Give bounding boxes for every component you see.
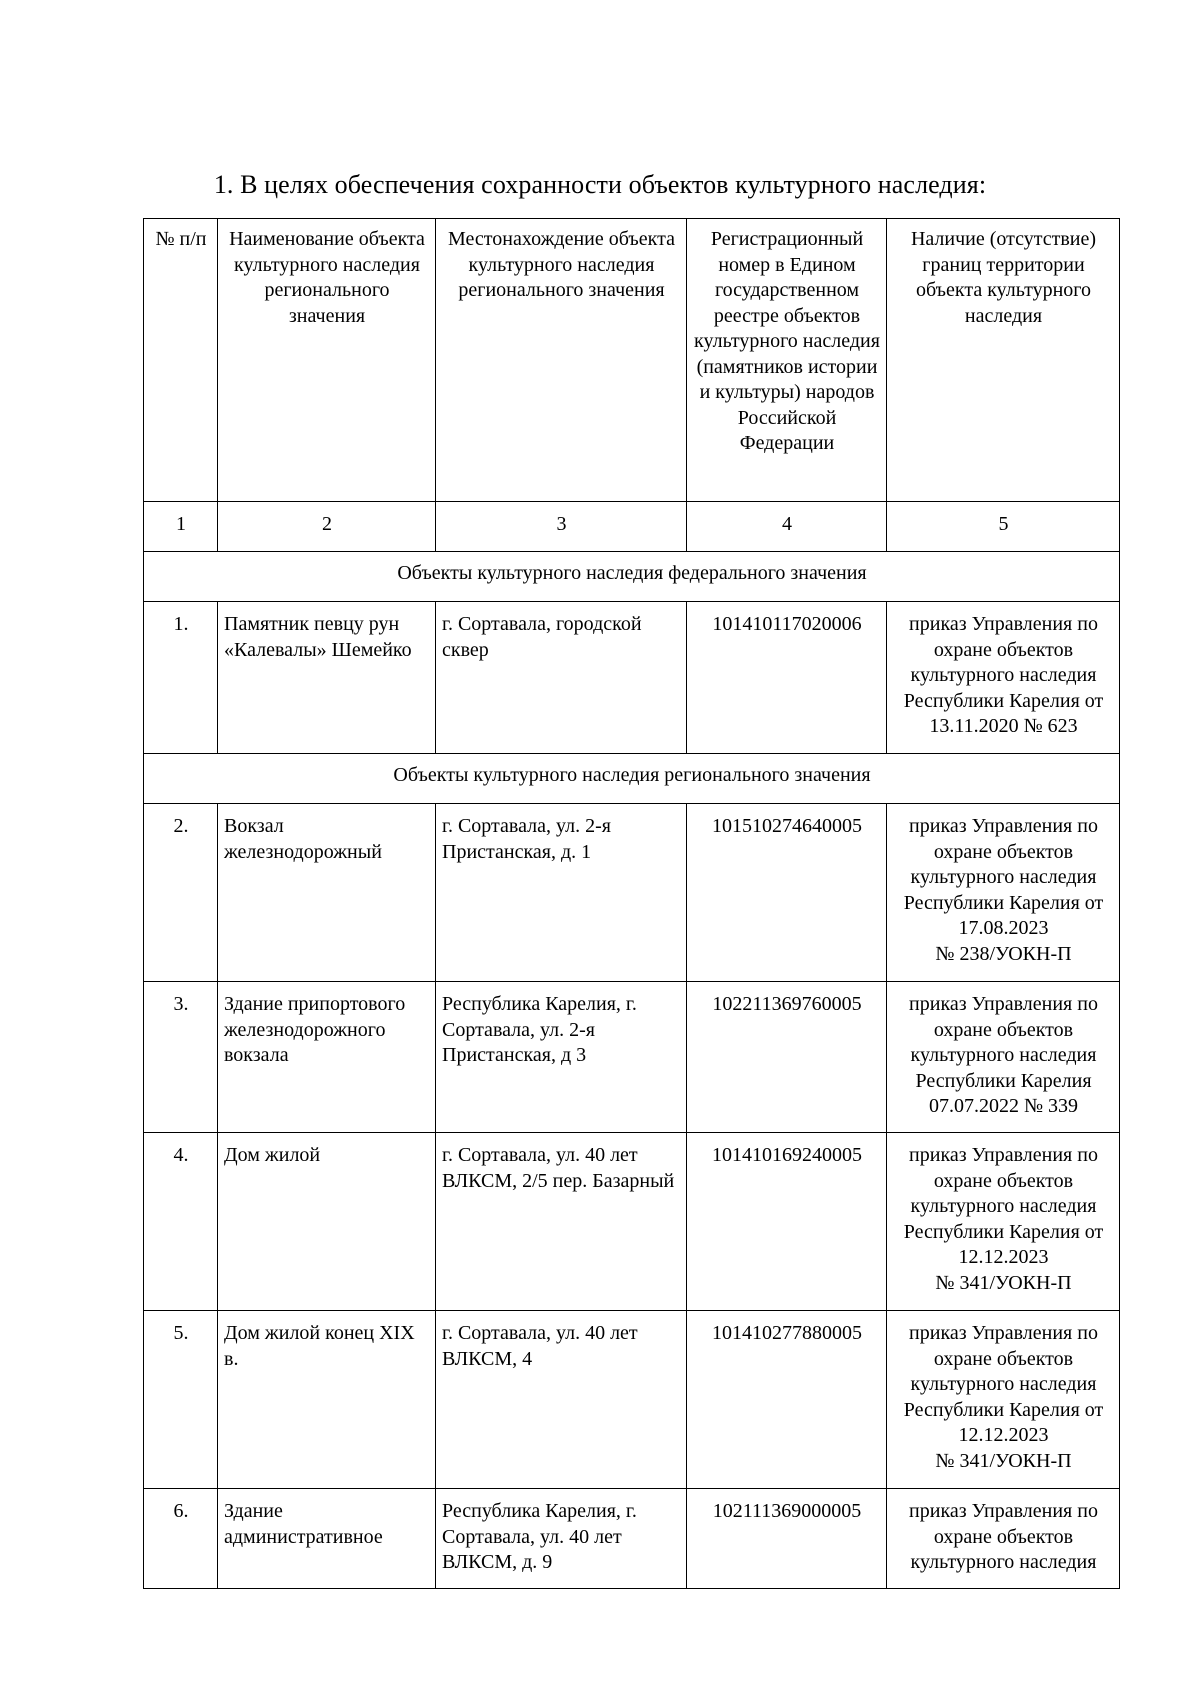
boundaries-info: приказ Управления по охране объектов культурного наследия Республики Карелия от 17.08.2023 № 238/УОКН-П: [887, 804, 1120, 982]
object-name: Вокзал железнодорожный: [218, 804, 436, 982]
object-location: г. Сортавала, ул. 40 лет ВЛКСМ, 2/5 пер. Базарный: [436, 1133, 687, 1311]
row-number: 6.: [144, 1489, 218, 1589]
table-row: [144, 1311, 1120, 1489]
boundaries-info: приказ Управления по охране объектов культурного наследия Республики Карелия от 12.12.2023 № 341/УОКН-П: [887, 1311, 1120, 1489]
reg-number: 101410277880005: [687, 1311, 887, 1489]
object-name: Здание припортового железнодорожного вокзала: [218, 982, 436, 1133]
row-number: 2.: [144, 804, 218, 982]
column-number: 2: [218, 502, 436, 552]
object-location: г. Сортавала, ул. 2-я Пристанская, д. 1: [436, 804, 687, 982]
boundaries-info: приказ Управления по охране объектов культурного наследия Республики Карелия 07.07.2022 № 339: [887, 982, 1120, 1133]
object-location: Республика Карелия, г. Сортавала, ул. 40 лет ВЛКСМ, д. 9: [436, 1489, 687, 1589]
object-name: Здание административное: [218, 1489, 436, 1589]
table-row: [144, 804, 1120, 982]
section-title: Объекты культурного наследия федерального значения: [144, 552, 1120, 602]
boundaries-info: приказ Управления по охране объектов культурного наследия Республики Карелия от 13.11.2020 № 623: [887, 602, 1120, 754]
object-name: Памятник певцу рун «Калевалы» Шемейко: [218, 602, 436, 754]
boundaries-info: приказ Управления по охране объектов культурного наследия: [887, 1489, 1120, 1589]
reg-number: 102111369000005: [687, 1489, 887, 1589]
table-header-row: [144, 219, 1120, 502]
column-number: 1: [144, 502, 218, 552]
table-row: [144, 1489, 1120, 1589]
table-row: [144, 982, 1120, 1133]
object-location: г. Сортавала, городской сквер: [436, 602, 687, 754]
table-row: [144, 1133, 1120, 1311]
column-number: 5: [887, 502, 1120, 552]
object-location: Республика Карелия, г. Сортавала, ул. 2-я Пристанская, д 3: [436, 982, 687, 1133]
reg-number: 101410117020006: [687, 602, 887, 754]
column-number: 3: [436, 502, 687, 552]
section-title: Объекты культурного наследия регионального значения: [144, 754, 1120, 804]
header-cell-reg-number: Регистрационный номер в Едином государственном реестре объектов культурного наследия (памятников истории и культуры) народов Российской Федерации: [687, 219, 887, 502]
header-cell-name: Наименование объекта культурного наследия регионального значения: [218, 219, 436, 502]
object-name: Дом жилой конец XIX в.: [218, 1311, 436, 1489]
row-number: 4.: [144, 1133, 218, 1311]
reg-number: 101410169240005: [687, 1133, 887, 1311]
boundaries-info: приказ Управления по охране объектов культурного наследия Республики Карелия от 12.12.2023 № 341/УОКН-П: [887, 1133, 1120, 1311]
section-row-federal: [144, 552, 1120, 602]
reg-number: 101510274640005: [687, 804, 887, 982]
column-number: 4: [687, 502, 887, 552]
row-number: 3.: [144, 982, 218, 1133]
page-heading: 1. В целях обеспечения сохранности объектов культурного наследия:: [213, 170, 987, 199]
header-cell-boundaries: Наличие (отсутствие) границ территории объекта культурного наследия: [887, 219, 1120, 502]
table-row: [144, 602, 1120, 754]
column-numbers-row: [144, 502, 1120, 552]
section-row-regional: [144, 754, 1120, 804]
header-cell-number: № п/п: [144, 219, 218, 502]
heritage-objects-table: [143, 218, 1120, 1589]
object-name: Дом жилой: [218, 1133, 436, 1311]
header-cell-location: Местонахождение объекта культурного наследия регионального значения: [436, 219, 687, 502]
row-number: 5.: [144, 1311, 218, 1489]
object-location: г. Сортавала, ул. 40 лет ВЛКСМ, 4: [436, 1311, 687, 1489]
reg-number: 102211369760005: [687, 982, 887, 1133]
row-number: 1.: [144, 602, 218, 754]
